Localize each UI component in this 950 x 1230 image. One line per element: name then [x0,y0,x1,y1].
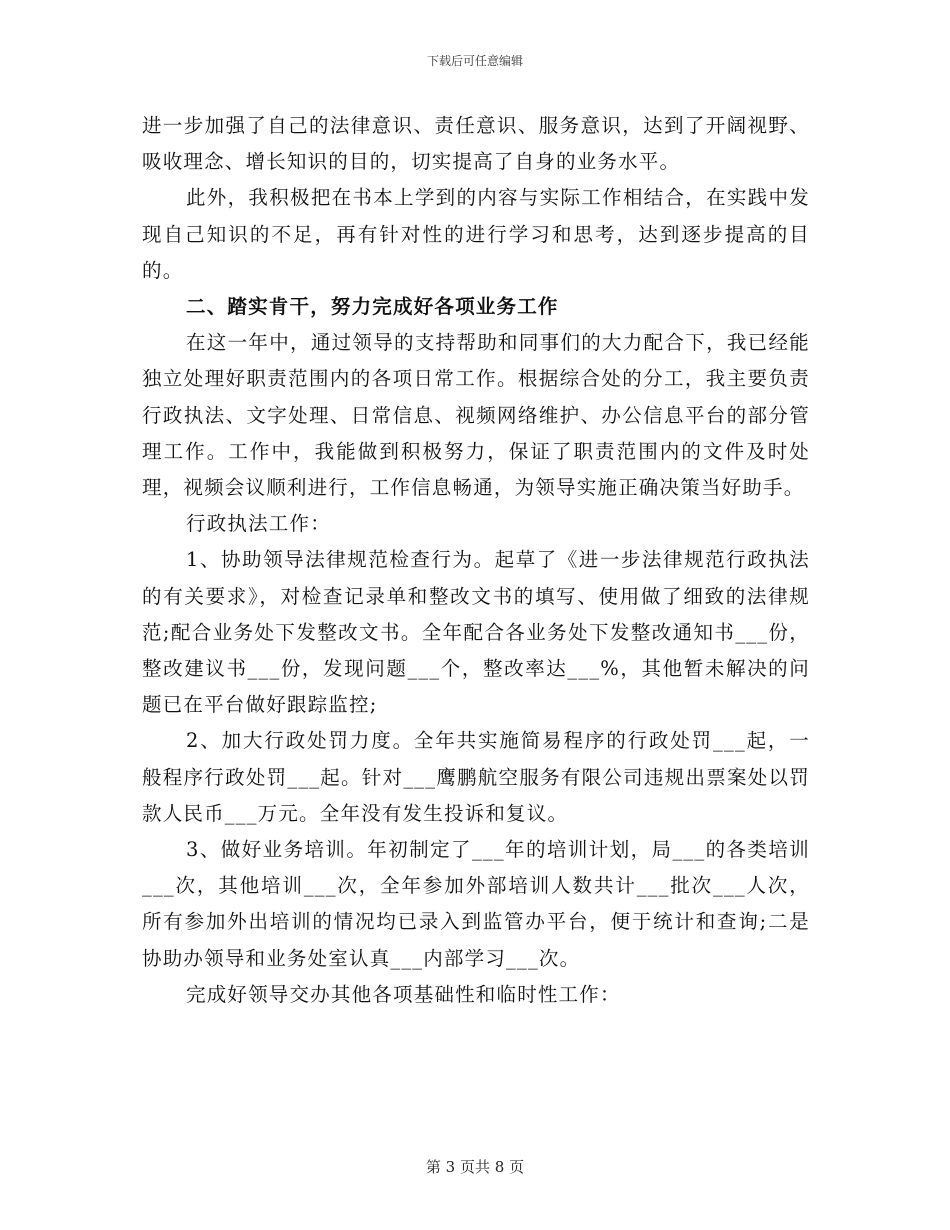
paragraph-item-1: 1、协助领导法律规范检查行为。起草了《进一步法律规范行政执法的有关要求》，对检查记录单和整改文书的填写、使用做了细致的法律规范;配合业务处下发整改文书。全年配合各业务处下发整改通知书___份，整改建议书___份，发现问题___个，整改率达___%，其他暂未解决的问题已在平台做好跟踪监控; [142,548,810,717]
page-footer: 第 3 页共 8 页 [425,1158,525,1176]
paragraph-item-2: 2、加大行政处罚力度。全年共实施简易程序的行政处罚___起，一般程序行政处罚___起。针对___鹰鹏航空服务有限公司违规出票案处以罚款人民币___万元。全年没有发生投诉和复议。 [142,729,810,825]
paragraph-other-work: 完成好领导交办其他各项基础性和临时性工作： [186,982,621,1006]
page-header: 下载后可任意编辑 [426,54,523,68]
paragraph-duties: 在这一年中，通过领导的支持帮助和同事们的大力配合下，我已经能独立处理好职责范围内的各项日常工作。根据综合处的分工，我主要负责行政执法、文字处理、日常信息、视频网络维护、办公信息平台的部分管理工作。工作中，我能做到积极努力，保证了职责范围内的文件及时处理，视频会议顺利进行，工作信息畅通，为领导实施正确决策当好助手。 [142,331,810,500]
document-body [142,108,810,1013]
section-heading: 二、踏实肯干，努力完成好各项业务工作 [186,295,559,319]
paragraph-practice: 此外，我积极把在书本上学到的内容与实际工作相结合，在实践中发现自己知识的不足，再有针对性的进行学习和思考，达到逐步提高的目的。 [142,186,810,282]
paragraph-continuation: 进一步加强了自己的法律意识、责任意识、服务意识，达到了开阔视野、吸收理念、增长知识的目的，切实提高了自身的业务水平。 [142,114,810,174]
paragraph-item-3: 3、做好业务培训。年初制定了___年的培训计划，局___的各类培训___次，其他培训___次，全年参加外部培训人数共计___批次___人次，所有参加外出培训的情况均已录入到监管办平台，便于统计和查询;二是协助办领导和业务处室认真___内部学习___次。 [142,838,810,970]
paragraph-enforcement-title: 行政执法工作： [186,512,331,536]
